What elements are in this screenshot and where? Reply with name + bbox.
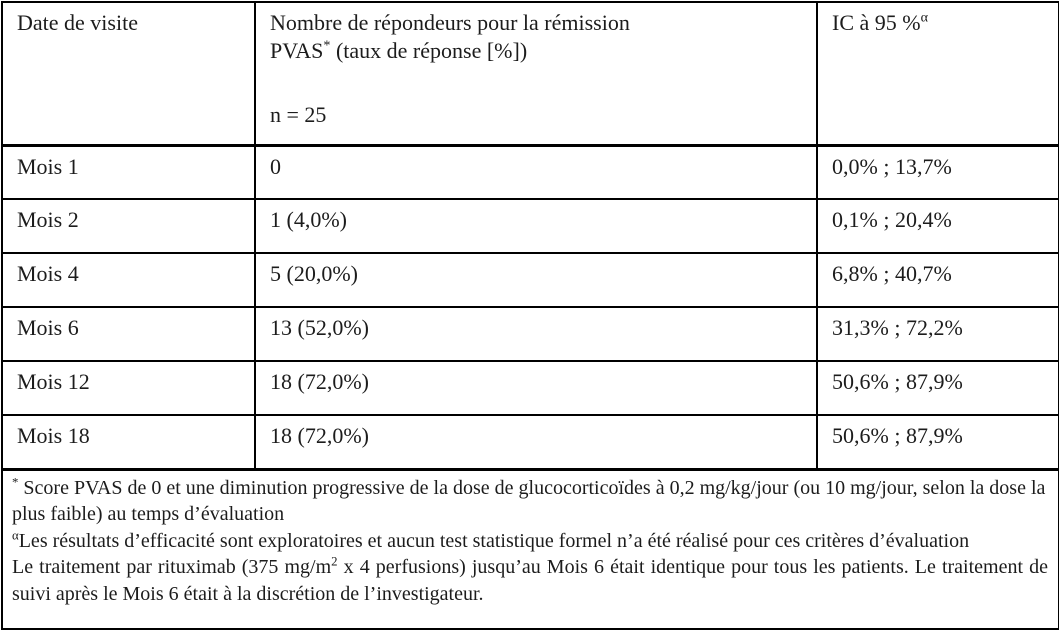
header-ic95 — [817, 2, 1059, 145]
header-n-count: n = 25 — [270, 102, 327, 127]
cell-ci: 0,0% ; 13,7% — [817, 145, 1059, 199]
footnote-pvas-definition-text: Score PVAS de 0 et une diminution progressive de la dose de glucocorticoïdes à 0,2 mg/kg/jour (ou 10 mg/jour, selon la dose la plus faible) au temps d’évaluation — [12, 476, 1046, 525]
table-row — [2, 307, 1059, 361]
cell-visit: Mois 6 — [2, 307, 255, 361]
footnote-rituximab-post: x 4 perfusions) jusqu’au Mois 6 était identique pour tous les patients. Le traitement de suivi après le Mois 6 était à la discrétion de l’investigateur. — [12, 556, 1048, 605]
cell-ci: 50,6% ; 87,9% — [817, 361, 1059, 415]
cell-ci: 0,1% ; 20,4% — [817, 199, 1059, 253]
cell-responders: 5 (20,0%) — [255, 253, 817, 307]
table-row — [2, 361, 1059, 415]
header-repondeurs-line2: PVAS — [270, 38, 324, 63]
footnote-exploratory-results — [12, 528, 1048, 555]
cell-ci: 50,6% ; 87,9% — [817, 415, 1059, 469]
cell-visit: Mois 2 — [2, 199, 255, 253]
cell-visit: Mois 1 — [2, 145, 255, 199]
cell-ci: 31,3% ; 72,2% — [817, 307, 1059, 361]
cell-visit: Mois 18 — [2, 415, 255, 469]
cell-responders: 1 (4,0%) — [255, 199, 817, 253]
footnote-pvas-definition — [12, 475, 1048, 528]
table-row — [2, 253, 1059, 307]
cell-responders: 18 (72,0%) — [255, 361, 817, 415]
table-header-row — [2, 2, 1059, 145]
header-date-de-visite: Date de visite — [2, 2, 255, 145]
table-row — [2, 145, 1059, 199]
cell-responders: 13 (52,0%) — [255, 307, 817, 361]
cell-visit: Mois 4 — [2, 253, 255, 307]
asterisk-footnote-marker: * — [12, 474, 19, 489]
cell-responders: 0 — [255, 145, 817, 199]
footnote-rituximab-pre: Le traitement par rituximab (375 mg/m — [12, 556, 332, 578]
footnotes-cell — [2, 469, 1059, 629]
asterisk-superscript: * — [323, 37, 331, 54]
alpha-footnote-marker: α — [12, 527, 19, 542]
footnote-exploratory-results-text: Les résultats d’efficacité sont exploratoires et aucun test statistique formel n’a été réalisé pour ces critères d’évaluation — [18, 529, 970, 552]
cell-visit: Mois 12 — [2, 361, 255, 415]
header-repondeurs-line2-post: (taux de réponse [%]) — [330, 38, 528, 63]
header-repondeurs — [255, 2, 817, 145]
cell-ci: 6,8% ; 40,7% — [817, 253, 1059, 307]
header-repondeurs-title — [270, 9, 804, 65]
header-ic95-label: IC à 95 % — [832, 10, 921, 35]
squared-superscript: 2 — [331, 554, 338, 569]
header-repondeurs-line1: Nombre de répondeurs pour la rémission — [270, 10, 630, 35]
alpha-superscript: α — [920, 9, 928, 26]
cell-responders: 18 (72,0%) — [255, 415, 817, 469]
table-row — [2, 415, 1059, 469]
footnotes-row — [2, 469, 1059, 629]
footnote-rituximab-treatment — [12, 554, 1048, 607]
pvas-remission-table — [1, 1, 1059, 630]
table-row — [2, 199, 1059, 253]
